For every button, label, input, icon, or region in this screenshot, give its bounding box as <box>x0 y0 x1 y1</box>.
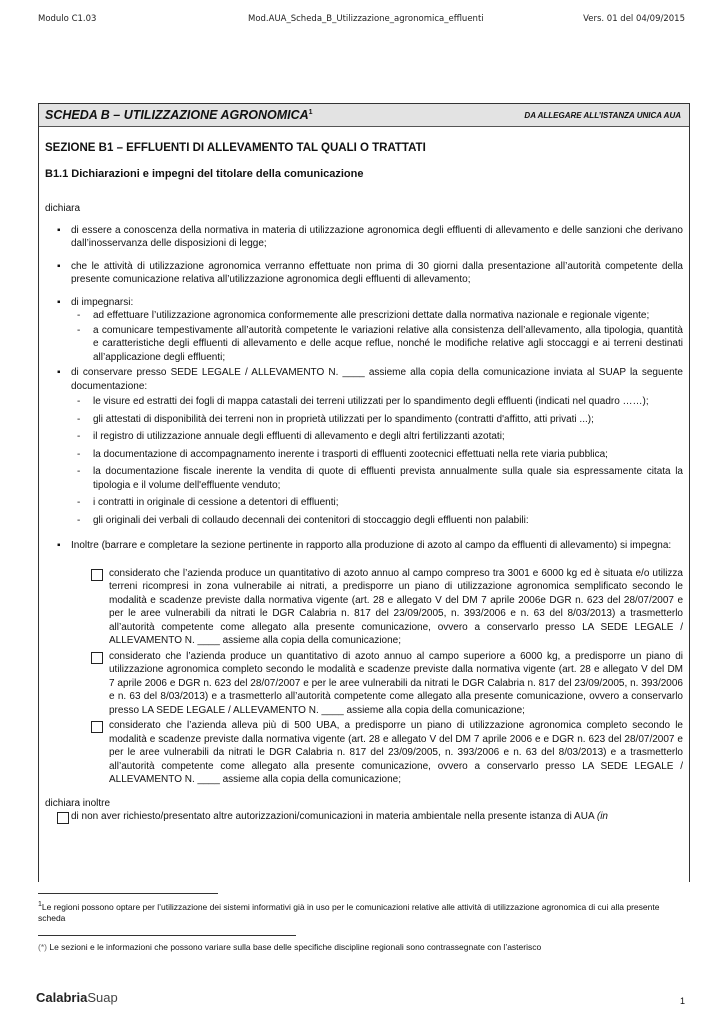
option-text: considerato che l’azienda alleva più di 500 UBA, a predisporre un piano di utilizzazione agronomica completo secondo le modalità e scadenze previste dalla normativa vigente (art. 28 e allegato V del DM 7 aprile 2006 e e DGR n. 623 del 28/07/2007 e per le aree vulnerabili da nitrati le DGR Calabria n. 817 del 23/09/2005, n. 393/2006 e n. 63 del 8/03/2013) e a trasmetterlo all’autorità competente come allegato alla presente comunicazione, ovvero a conservarlo presso LA SEDE LEGALE / ALLEVAMENTO N. ____ assieme alla copia della comunicazione; <box>109 720 683 785</box>
declaration-item: ▪ che le attività di utilizzazione agronomica verranno effettuate non prima di 30 giorni dalla presentazione all’autorità competente della presente comunicazione relativa all’utilizzazione agronomica degli effluenti di allevamento; <box>45 260 683 287</box>
footnote-asterisk-text: Le sezioni e le informazioni che possono variare sulla base delle specifiche discipline regionali sono contrassegnate con l’asterisco <box>49 942 542 952</box>
option-checkbox[interactable] <box>91 569 103 581</box>
section-title: SEZIONE B1 – EFFLUENTI DI ALLEVAMENTO TAL QUALI O TRATTATI <box>45 142 426 154</box>
documentation-item: - il registro di utilizzazione annuale degli effluenti di allevamento e degli altri fertilizzanti azotati; <box>73 430 683 444</box>
footnote-asterisk-mark: (*) <box>38 942 47 952</box>
declares-extra-label: dichiara inoltre <box>45 797 111 809</box>
commitment-list <box>73 309 683 364</box>
scheda-attachment-note: DA ALLEGARE ALL’ISTANZA UNICA AUA <box>524 110 681 120</box>
footnote-asterisk <box>38 942 688 953</box>
footnote-ref: 1 <box>308 108 313 116</box>
declares-extra-item <box>45 810 683 824</box>
declaration-item <box>45 296 683 365</box>
scheda-frame <box>38 103 690 882</box>
declares-extra-checkbox[interactable] <box>57 812 69 824</box>
declaration-item <box>45 366 683 527</box>
declares-label: dichiara <box>45 203 81 214</box>
nitrogen-option-over-6000 <box>45 650 683 718</box>
scheda-title-bar <box>39 104 689 127</box>
declaration-item: ▪ Inoltre (barrare e completare la sezione pertinente in rapporto alla produzione di azoto al campo da effluenti di allevamento) si impegna: <box>45 539 683 553</box>
footnote-1-text: Le regioni possono optare per l’utilizzazione dei sistemi informativi già in uso per le comunicazioni relative alle attività di utilizzazione agronomica di cui alla presente scheda <box>38 901 660 923</box>
nitrogen-option-3001-6000 <box>45 567 683 648</box>
subsection-title: B1.1 Dichiarazioni e impegni del titolare della comunicazione <box>45 168 364 180</box>
header-module-code: Modulo C1.03 <box>38 14 97 24</box>
page-number: 1 <box>679 996 685 1006</box>
option-checkbox[interactable] <box>91 652 103 664</box>
declaration-item: ▪ di essere a conoscenza della normativa in materia di utilizzazione agronomica degli effluenti di allevamento e delle sanzioni che derivano dall’inosservanza delle disposizioni di legge; <box>45 224 683 251</box>
documentation-item: - le visure ed estratti dei fogli di mappa catastali dei terreni utilizzati per lo spandimento degli effluenti (indicati nel quadro ……); <box>73 395 683 409</box>
documentation-item: - i contratti in originale di cessione a detentori di effluenti; <box>73 496 683 510</box>
option-text: considerato che l’azienda produce un quantitativo di azoto annuo al campo superiore a 6000 kg, a predisporre un piano di utilizzazione agronomica completo secondo le modalità e scadenze previste dalla normativa vigente (art. 28 e allegato V del DM 7 aprile 2006 e DGR n. 623 del 28/07/2007 e per le aree vulnerabili da nitrati le DGR Calabria n. 817 del 23/09/2005, n. 393/2006 e n. 63 del 8/03/2013) e a trasmetterlo all’autorità competente come allegato alla presente comunicazione, ovvero a conservarlo presso LA SEDE LEGALE / ALLEVAMENTO N. ____ assieme alla copia della comunicazione; <box>109 650 683 716</box>
declaration-item-text: di conservare presso SEDE LEGALE / ALLEVAMENTO N. ____ assieme alla copia della comunicazione inviata al SUAP la seguente documentazione: <box>71 367 683 392</box>
option-text: considerato che l’azienda produce un quantitativo di azoto annuo al campo compreso tra 3001 e 6000 kg ed è situata e/o utilizza terreni ricompresi in zona vulnerabile ai nitrati, a predisporre un piano di utilizzazione agronomica semplificato secondo le modalità e scadenze previste dalla normativa vigente (art. 28 e allegato V del DM 7 aprile 2006e DGR n. 623 del 28/07/2007 e per le aree vulnerabili da nitrati le DGR Calabria n. 817 del 23/09/2005, n. 393/2006 e n. 63 del 8/03/2013) a trasmetterlo all’autorità competente come allegato alla presente comunicazione, ovvero a conservarlo presso LA SEDE LEGALE / ALLEVAMENTO N. ____ assieme alla copia della comunicazione; <box>109 567 683 646</box>
declares-extra-text: di non aver richiesto/presentato altre autorizzazioni/comunicazioni in materia ambientale nella presente istanza di AUA <box>71 811 595 822</box>
footnote-1-mark: 1 <box>38 901 42 908</box>
documentation-item: - la documentazione di accompagnamento inerente i trasporti di effluenti zootecnici effettuati nella rete viaria pubblica; <box>73 448 683 462</box>
footnote-divider <box>38 893 218 894</box>
documentation-item: - la documentazione fiscale inerente la vendita di quote di effluenti prevista annualmente sulla quale sia espressamente citata la tipologia e il volume dell'effluente venduto; <box>73 465 683 492</box>
declaration-item-text: di impegnarsi: <box>71 296 134 308</box>
calabria-suap-logo: CalabriaSuap <box>36 990 118 1005</box>
footnote-divider <box>38 935 296 936</box>
footnote-1 <box>38 899 688 924</box>
scheda-title: SCHEDA B – UTILIZZAZIONE AGRONOMICA$^1$ <box>45 108 313 122</box>
commitment-item: - ad effettuare l’utilizzazione agronomica conformemente alle prescrizioni dettate dalla normativa nazionale e regionale vigente; <box>73 309 683 323</box>
header-document-name: Mod.AUA_Scheda_B_Utilizzazione_agronomica_effluenti <box>248 14 484 24</box>
declares-extra-tail: (in <box>596 811 608 822</box>
option-checkbox[interactable] <box>91 721 103 733</box>
commitment-item: - a comunicare tempestivamente all’autorità competente le variazioni relative alla consistenza dell’allevamento, alla tipologia, quantità e caratteristiche degli effluenti di allevamento e delle acque reflue, nonché le modifiche relative agli stoccaggi e ai terreni destinati all’applicazione degli effluenti; <box>73 324 683 365</box>
declarations-body <box>45 202 683 824</box>
header-version: Vers. 01 del 04/09/2015 <box>583 14 685 24</box>
livestock-option-over-500-uba <box>45 719 683 787</box>
documentation-item: - gli attestati di disponibilità dei terreni non in proprietà utilizzati per lo spandimento (contratti d'affitto, atti privati ...); <box>73 413 683 427</box>
documentation-item: - gli originali dei verbali di collaudo decennali dei contenitori di stoccaggio degli effluenti non palabili: <box>73 514 683 528</box>
documentation-list <box>73 395 683 527</box>
